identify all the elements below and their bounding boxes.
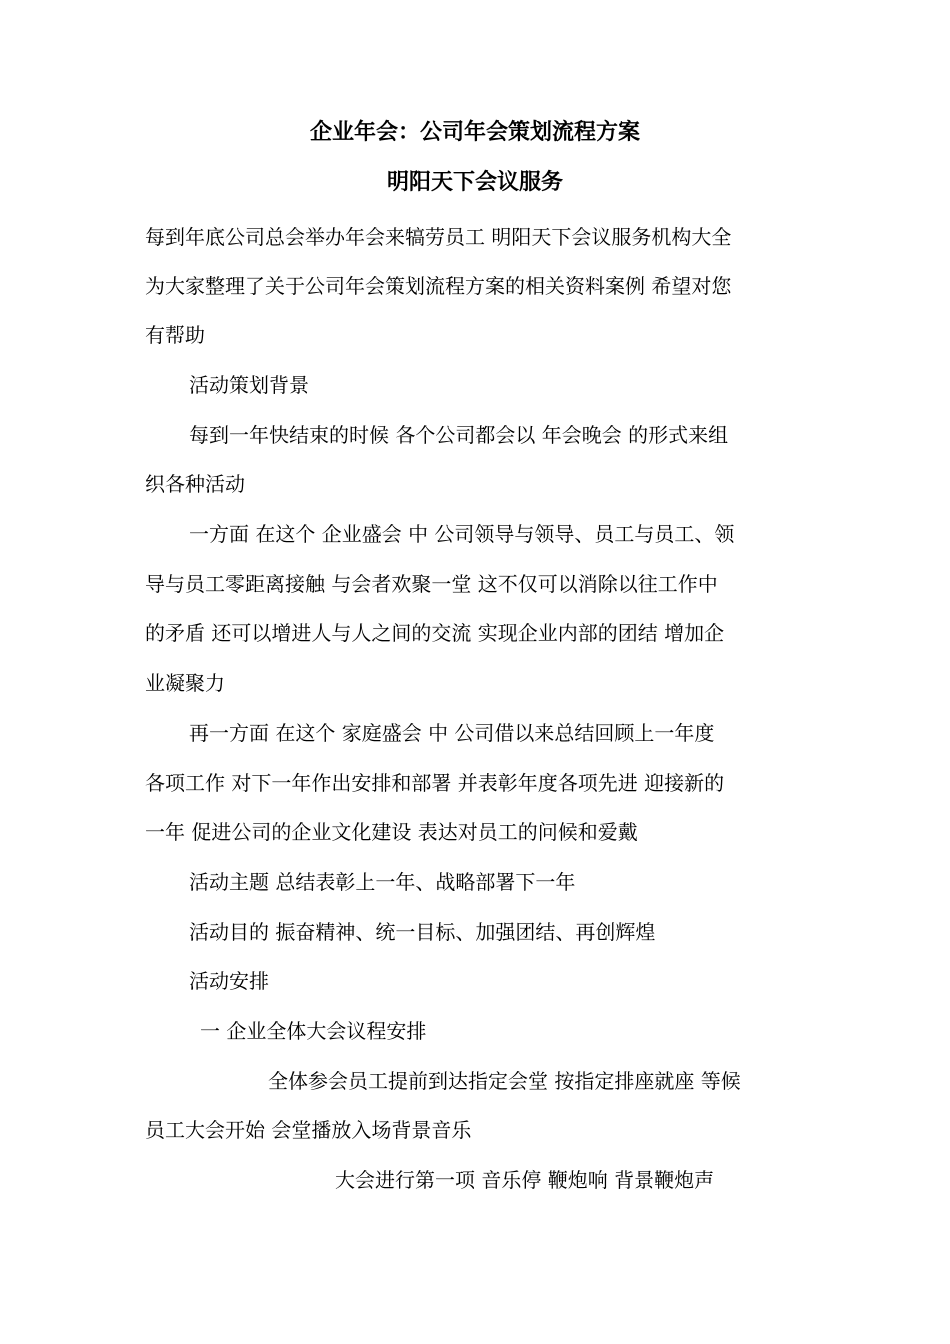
section-heading: 活动安排 (189, 969, 269, 993)
document-subtitle: 明阳天下会议服务 (386, 170, 563, 195)
body-line: 员工大会开始 会堂播放入场背景音乐 (145, 1118, 472, 1142)
body-line: 全体参会员工提前到达指定会堂 按指定排座就座 等候 (268, 1069, 741, 1093)
document-title: 企业年会：公司年会策划流程方案 (309, 120, 640, 145)
body-line: 再一方面 在这个 家庭盛会 中 公司借以来总结回顾上一年度 (189, 721, 715, 745)
body-line: 导与员工零距离接触 与会者欢聚一堂 这不仅可以消除以往工作中 (145, 572, 718, 596)
body-line: 大会进行第一项 音乐停 鞭炮响 背景鞭炮声 (335, 1168, 715, 1192)
body-line: 有帮助 (145, 323, 205, 347)
body-line: 织各种活动 (145, 472, 245, 496)
activity-theme: 活动主题 总结表彰上一年、战略部署下一年 (189, 870, 576, 894)
body-line: 每到一年快结束的时候 各个公司都会以 年会晚会 的形式来组 (189, 423, 729, 447)
body-line: 每到年底公司总会举办年会来犒劳员工 明阳天下会议服务机构大全 (145, 225, 732, 249)
body-line: 业凝聚力 (145, 671, 225, 695)
agenda-heading: 一 企业全体大会议程安排 (200, 1019, 427, 1043)
body-line: 各项工作 对下一年作出安排和部署 并表彰年度各项先进 迎接新的 (145, 771, 725, 795)
body-line: 的矛盾 还可以增进人与人之间的交流 实现企业内部的团结 增加企 (145, 621, 725, 645)
body-line: 为大家整理了关于公司年会策划流程方案的相关资料案例 希望对您 (145, 274, 732, 298)
activity-purpose: 活动目的 振奋精神、统一目标、加强团结、再创辉煌 (189, 920, 656, 944)
body-line: 一方面 在这个 企业盛会 中 公司领导与领导、员工与员工、领 (189, 522, 735, 546)
body-line: 一年 促进公司的企业文化建设 表达对员工的问候和爱戴 (145, 820, 638, 844)
section-heading: 活动策划背景 (189, 373, 309, 397)
